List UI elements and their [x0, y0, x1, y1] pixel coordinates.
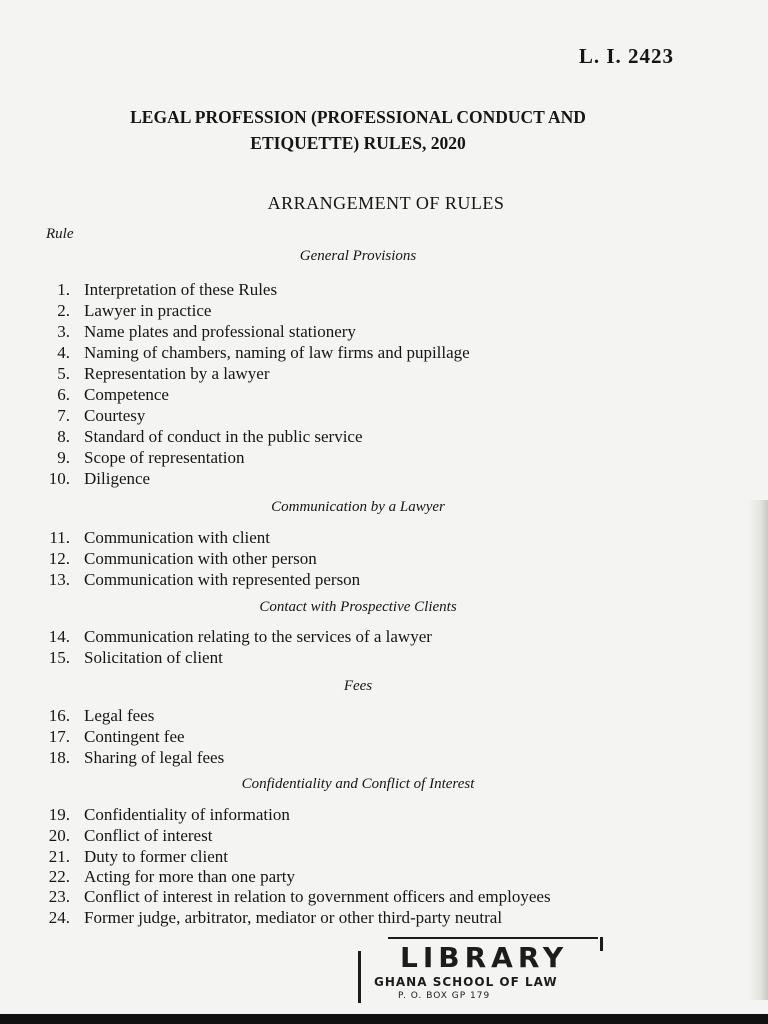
rule-title: Competence: [84, 385, 169, 404]
title-line-1: LEGAL PROFESSION (PROFESSIONAL CONDUCT AND: [130, 107, 586, 127]
legislative-instrument-number: L. I. 2423: [578, 44, 674, 68]
rule-number: 15.: [48, 648, 70, 667]
rule-number: 7.: [57, 406, 70, 425]
rule-title: Former judge, arbitrator, mediator or other third-party neutral: [84, 908, 503, 927]
rule-number: 18.: [48, 748, 70, 767]
rule-number: 22.: [48, 867, 70, 886]
document-title: [40, 104, 676, 156]
rule-title: Conflict of interest: [84, 826, 213, 845]
rule-title: Sharing of legal fees: [84, 748, 225, 767]
rule-number: 13.: [48, 570, 70, 589]
rule-number: 14.: [48, 627, 70, 646]
rule-number: 23.: [48, 887, 70, 906]
rule-title: Name plates and professional stationery: [84, 322, 356, 341]
rule-number: 20.: [48, 826, 70, 845]
rule-number: 2.: [57, 301, 70, 320]
rule-number: 19.: [48, 805, 70, 824]
rule-title: Communication with represented person: [84, 570, 361, 589]
rule-column-label: Rule: [46, 226, 74, 242]
title-line-2: ETIQUETTE) RULES, 2020: [250, 133, 466, 153]
section-heading: Contact with Prospective Clients: [259, 599, 457, 615]
stamp-school-text: GHANA SCHOOL OF LAW: [374, 975, 558, 989]
rule-number: 9.: [57, 448, 70, 467]
library-stamp: [358, 937, 612, 1007]
stamp-right-bar: [600, 937, 603, 951]
rule-number: 8.: [57, 427, 70, 446]
rule-number: 5.: [57, 364, 70, 383]
rule-number: 6.: [57, 385, 70, 404]
rule-title: Legal fees: [84, 706, 155, 725]
section-heading: Fees: [343, 678, 373, 694]
stamp-top-rule: [388, 937, 598, 939]
rule-title: Conflict of interest in relation to government officers and employees: [84, 887, 551, 906]
rule-number: 17.: [48, 727, 70, 746]
rule-number: 4.: [57, 343, 70, 362]
rule-number: 24.: [48, 908, 70, 927]
rule-number: 10.: [48, 469, 70, 488]
rule-title: Lawyer in practice: [84, 301, 212, 320]
stamp-library-text: LIBRARY: [400, 941, 569, 974]
rule-number: 11.: [49, 528, 70, 547]
rule-title: Duty to former client: [84, 847, 228, 866]
rule-number: 16.: [48, 706, 70, 725]
rule-title: Representation by a lawyer: [84, 364, 270, 383]
page-edge-shadow: [748, 500, 768, 1000]
rule-title: Communication relating to the services of a lawyer: [84, 627, 432, 646]
scan-bottom-edge: [0, 1014, 768, 1024]
rule-title: Standard of conduct in the public service: [84, 427, 363, 446]
rule-number: 3.: [57, 322, 70, 341]
stamp-address-text: P. O. BOX GP 179: [398, 991, 491, 1001]
rule-title: Communication with client: [84, 528, 271, 547]
rule-title: Interpretation of these Rules: [84, 280, 278, 299]
section-heading: General Provisions: [299, 248, 417, 264]
section-heading: Communication by a Lawyer: [271, 499, 445, 515]
rule-title: Scope of representation: [84, 448, 245, 467]
rule-title: Confidentiality of information: [84, 805, 290, 824]
rule-number: 1.: [57, 280, 70, 299]
rule-title: Courtesy: [84, 406, 146, 425]
rule-number: 21.: [48, 847, 70, 866]
rule-title: Naming of chambers, naming of law firms and pupillage: [84, 343, 470, 362]
rule-title: Solicitation of client: [84, 648, 223, 667]
section-heading: Confidentiality and Conflict of Interest: [241, 776, 475, 792]
rule-title: Diligence: [84, 469, 151, 488]
rule-title: Contingent fee: [84, 727, 185, 746]
arrangement-heading: ARRANGEMENT OF RULES: [267, 193, 505, 213]
rule-title: Communication with other person: [84, 549, 317, 568]
stamp-left-bar: [358, 951, 361, 1003]
rule-title: Acting for more than one party: [84, 867, 296, 886]
rule-number: 12.: [48, 549, 70, 568]
